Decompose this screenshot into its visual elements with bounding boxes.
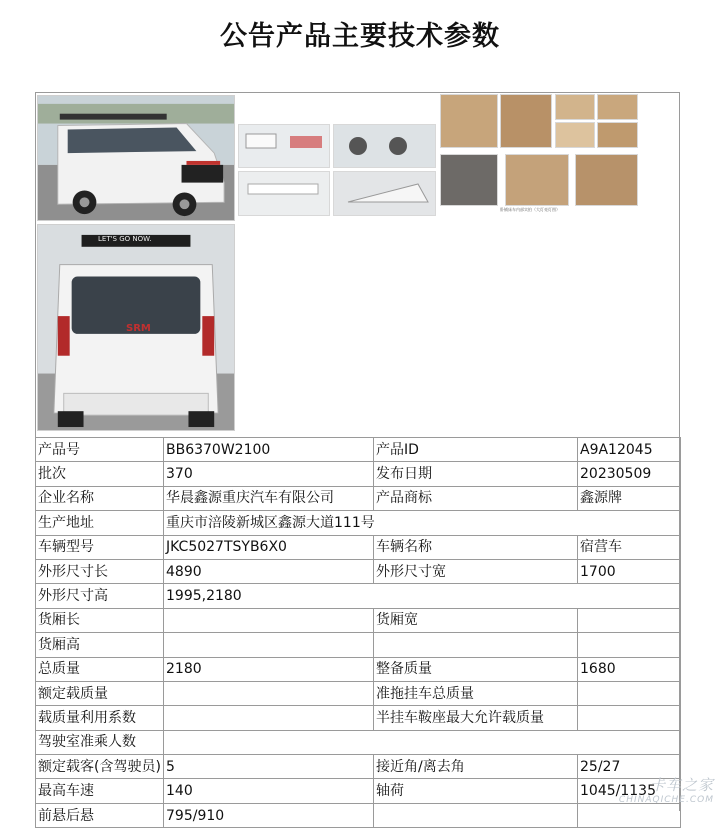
- interior-thumb: [440, 154, 498, 206]
- param-value: 重庆市涪陵新城区鑫源大道111号: [164, 511, 681, 535]
- param-value: 华晨鑫源重庆汽车有限公司: [164, 486, 374, 510]
- table-row: [36, 706, 681, 730]
- table-row: [36, 681, 681, 705]
- interior-thumb: [500, 94, 552, 148]
- interior-thumb: [440, 94, 498, 148]
- interior-caption: 卧铺床车内部实拍（大灯亮灯图）: [500, 207, 560, 212]
- param-label: 外形尺寸高: [36, 584, 164, 608]
- param-value: JKC5027TSYB6X0: [164, 535, 374, 559]
- table-row: [36, 803, 681, 827]
- param-label: 额定载客(含驾驶员): [36, 755, 164, 779]
- table-row: [36, 486, 681, 510]
- param-value: 25/27: [578, 755, 681, 779]
- param-value: BB6370W2100: [164, 438, 374, 462]
- interior-thumb: [575, 154, 638, 206]
- param-value: [164, 633, 374, 657]
- param-value: 1995,2180: [164, 584, 681, 608]
- param-value: 370: [164, 462, 374, 486]
- param-label: 产品ID: [374, 438, 578, 462]
- param-label: 准拖挂车总质量: [374, 681, 578, 705]
- param-label: 载质量利用系数: [36, 706, 164, 730]
- param-label: 批次: [36, 462, 164, 486]
- table-row: [36, 779, 681, 803]
- interior-thumb: [505, 154, 569, 206]
- brand-logo-text: SRM: [126, 323, 151, 334]
- param-label: 车辆型号: [36, 535, 164, 559]
- param-value: 5: [164, 755, 374, 779]
- table-row: [36, 462, 681, 486]
- param-label: 车辆名称: [374, 535, 578, 559]
- table-row: [36, 511, 681, 535]
- param-label: 额定载质量: [36, 681, 164, 705]
- param-value: [164, 730, 681, 754]
- param-label: 产品号: [36, 438, 164, 462]
- param-label: 整备质量: [374, 657, 578, 681]
- interior-thumb: [555, 122, 595, 148]
- interior-thumb: [597, 122, 638, 148]
- param-label: [374, 803, 578, 827]
- param-value: [578, 608, 681, 632]
- rear-slogan-text: LET'S GO NOW.: [98, 235, 152, 243]
- table-row: [36, 438, 681, 462]
- param-label: 接近角/离去角: [374, 755, 578, 779]
- table-row: [36, 730, 681, 754]
- param-value: [164, 681, 374, 705]
- param-value: 20230509: [578, 462, 681, 486]
- param-value: 宿营车: [578, 535, 681, 559]
- param-label: 半挂车鞍座最大允许载质量: [374, 706, 578, 730]
- param-value: 140: [164, 779, 374, 803]
- table-row: [36, 559, 681, 583]
- detail-photo-collage: [238, 124, 436, 216]
- table-row: [36, 633, 681, 657]
- watermark-subtext: CHINAQICHE.COM: [618, 795, 714, 805]
- van-front-photo: [37, 95, 235, 221]
- interior-thumb: [555, 94, 595, 120]
- table-row: [36, 535, 681, 559]
- param-label: 货厢高: [36, 633, 164, 657]
- param-value: 795/910: [164, 803, 374, 827]
- param-value: 4890: [164, 559, 374, 583]
- watermark: [619, 774, 714, 805]
- param-value: 1045/1135: [578, 779, 681, 803]
- table-row: [36, 657, 681, 681]
- param-value: [164, 706, 374, 730]
- param-label: 轴荷: [374, 779, 578, 803]
- param-value: 1680: [578, 657, 681, 681]
- watermark-text: 卡车之家: [649, 776, 714, 794]
- param-value: [578, 803, 681, 827]
- page-title: 公告产品主要技术参数: [220, 21, 500, 52]
- table-row: [36, 584, 681, 608]
- param-label: 货厢长: [36, 608, 164, 632]
- param-label: 产品商标: [374, 486, 578, 510]
- parameter-table: [35, 437, 681, 828]
- param-value: A9A12045: [578, 438, 681, 462]
- param-label: 发布日期: [374, 462, 578, 486]
- param-label: 外形尺寸长: [36, 559, 164, 583]
- table-row: [36, 608, 681, 632]
- table-row: [36, 755, 681, 779]
- param-value: [578, 706, 681, 730]
- param-value: 鑫源牌: [578, 486, 681, 510]
- param-value: 1700: [578, 559, 681, 583]
- param-value: 2180: [164, 657, 374, 681]
- param-label: 生产地址: [36, 511, 164, 535]
- param-label: 外形尺寸宽: [374, 559, 578, 583]
- param-value: [578, 681, 681, 705]
- param-label: 总质量: [36, 657, 164, 681]
- param-label: 驾驶室准乘人数: [36, 730, 164, 754]
- param-label: 企业名称: [36, 486, 164, 510]
- param-label: [374, 633, 578, 657]
- interior-photo-collage: [440, 94, 638, 212]
- van-rear-photo: [37, 224, 235, 431]
- param-value: [164, 608, 374, 632]
- param-label: 前悬后悬: [36, 803, 164, 827]
- interior-thumb: [597, 94, 638, 120]
- param-label: 货厢宽: [374, 608, 578, 632]
- param-label: 最高车速: [36, 779, 164, 803]
- param-value: [578, 633, 681, 657]
